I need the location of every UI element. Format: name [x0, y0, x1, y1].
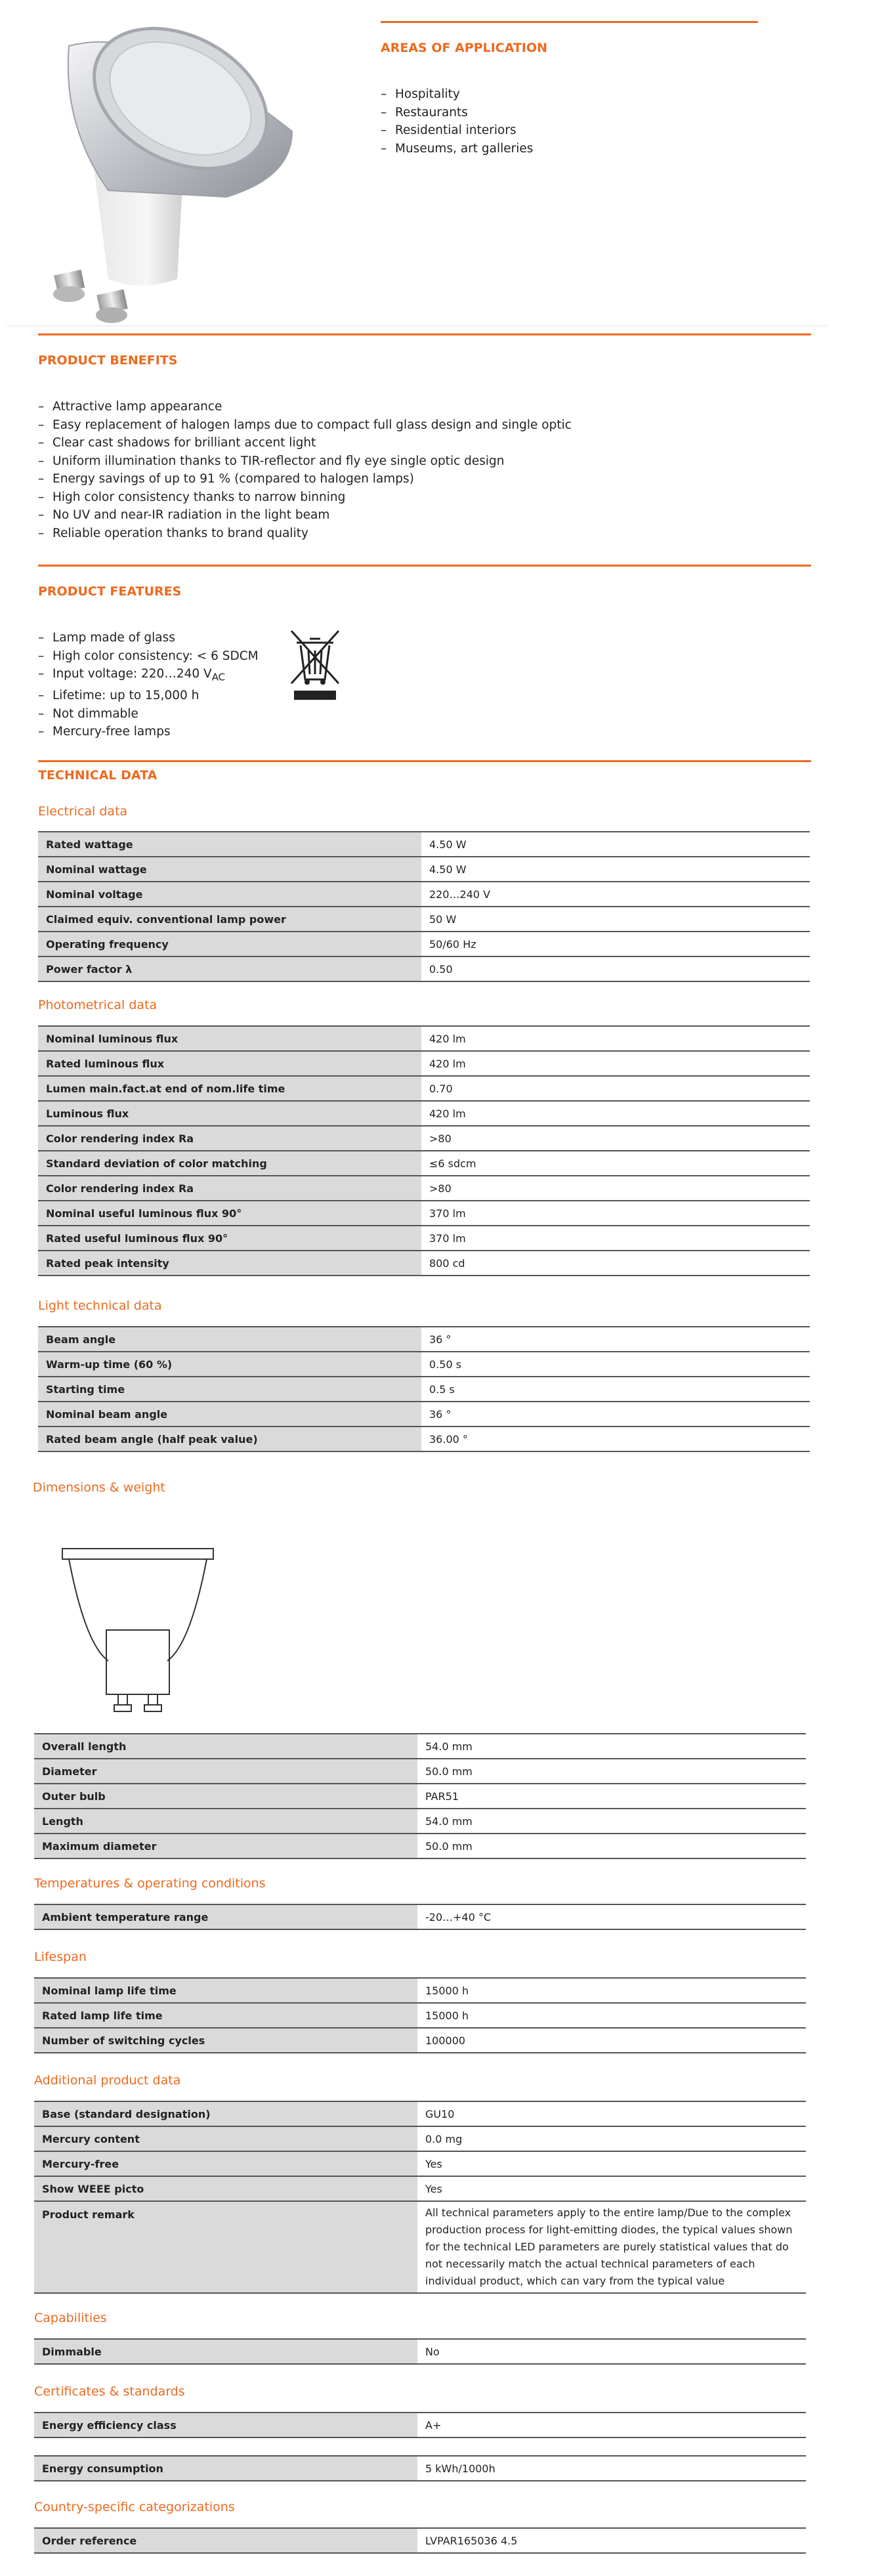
table-row: Luminous flux 420 lm	[38, 1101, 810, 1126]
list-item: – Hospitality	[381, 85, 533, 104]
section-title-temperatures: Temperatures & operating conditions	[34, 1876, 266, 1891]
table-row: Rated beam angle (half peak value) 36.00 °	[38, 1427, 810, 1451]
section-title-photometrical: Photometrical data	[38, 998, 158, 1012]
table-row: Rated useful luminous flux 90° 370 lm	[38, 1226, 810, 1251]
list-item: – High color consistency thanks to narrow binning	[38, 488, 572, 507]
list-item: – Not dimmable	[38, 705, 259, 723]
section-title-certificates: Certificates & standards	[34, 2384, 185, 2399]
table-row: Number of switching cycles 100000	[34, 2028, 806, 2053]
energy-consumption-table	[34, 2455, 806, 2481]
additional-table	[34, 2101, 806, 2294]
section-title-lifespan: Lifespan	[34, 1950, 87, 1964]
section-title-electrical: Electrical data	[38, 804, 128, 819]
table-row: Show WEEE picto Yes	[34, 2176, 806, 2201]
section-title-dimensions: Dimensions & weight	[33, 1480, 165, 1495]
table-row: Nominal wattage 4.50 W	[38, 857, 810, 882]
lamp-dimension-drawing	[59, 1546, 217, 1713]
table-row: Diameter 50.0 mm	[34, 1759, 806, 1784]
country-table	[34, 2527, 806, 2554]
table-row: Rated peak intensity 800 cd	[38, 1251, 810, 1276]
lifespan-table	[34, 1977, 806, 2053]
list-item: – Residential interiors	[381, 121, 533, 140]
list-item: – Clear cast shadows for brilliant accent light	[38, 434, 572, 452]
electrical-table	[38, 831, 810, 982]
list-item: – Restaurants	[381, 104, 533, 122]
table-row: Overall length 54.0 mm	[34, 1734, 806, 1759]
features-list	[38, 629, 259, 741]
table-row: Operating frequency 50/60 Hz	[38, 932, 810, 956]
table-row: Rated lamp life time 15000 h	[34, 2003, 806, 2028]
product-photo	[30, 20, 312, 328]
table-row: Product remark All technical parameters apply to the entire lamp/Due to the complex production process for light-emitting diodes, the typical values shown for the technical LED parameters are purely statistical values that do not necessarily match the actual technical parameters of each individual product, which can vary from the typical value	[34, 2201, 806, 2293]
list-item: – High color consistency: < 6 SDCM	[38, 647, 259, 666]
table-row: Warm-up time (60 %) 0.50 s	[38, 1352, 810, 1377]
section-title-capabilities: Capabilities	[34, 2311, 107, 2325]
table-row: Outer bulb PAR51	[34, 1784, 806, 1809]
technical-title: TECHNICAL DATA	[38, 768, 158, 783]
table-row: Color rendering index Ra >80	[38, 1126, 810, 1151]
table-row: Lumen main.fact.at end of nom.life time 0.70	[38, 1076, 810, 1101]
dimensions-table	[34, 1733, 806, 1859]
table-row: Starting time 0.5 s	[38, 1377, 810, 1402]
list-item: – No UV and near-IR radiation in the light beam	[38, 506, 572, 525]
table-row: Standard deviation of color matching ≤6 sdcm	[38, 1151, 810, 1176]
list-item: – Energy savings of up to 91 % (compared to halogen lamps)	[38, 470, 572, 488]
table-row: Nominal luminous flux 420 lm	[38, 1026, 810, 1051]
section-title-additional: Additional product data	[34, 2073, 181, 2088]
list-item: – Attractive lamp appearance	[38, 398, 572, 416]
list-item: – Mercury-free lamps	[38, 723, 259, 741]
table-row: Order reference LVPAR165036 4.5	[34, 2528, 806, 2553]
table-row: Nominal useful luminous flux 90° 370 lm	[38, 1201, 810, 1226]
table-row: Mercury-free Yes	[34, 2151, 806, 2176]
list-item: – Uniform illumination thanks to TIR-reflector and fly eye single optic design	[38, 452, 572, 471]
table-row: Mercury content 0.0 mg	[34, 2126, 806, 2151]
crossed-out-bin-icon	[287, 627, 343, 702]
technical-rule	[38, 760, 811, 762]
table-row: Energy consumption 5 kWh/1000h	[34, 2456, 806, 2481]
list-item: – Museums, art galleries	[381, 140, 533, 158]
list-item: – Input voltage: 220…240 $V_{AC}$	[38, 665, 259, 687]
list-item: – Lifetime: up to 15,000 h	[38, 687, 259, 705]
table-row: Rated luminous flux 420 lm	[38, 1051, 810, 1076]
table-row: Beam angle 36 °	[38, 1327, 810, 1352]
list-item: – Reliable operation thanks to brand quality	[38, 525, 572, 543]
table-row: Base (standard designation) GU10	[34, 2101, 806, 2126]
table-row: Color rendering index Ra >80	[38, 1176, 810, 1201]
benefits-rule	[38, 333, 811, 335]
section-title-light-technical: Light technical data	[38, 1299, 162, 1313]
certificates-table	[34, 2412, 806, 2438]
table-row: Maximum diameter 50.0 mm	[34, 1834, 806, 1858]
table-row: Nominal lamp life time 15000 h	[34, 1978, 806, 2003]
table-row: Claimed equiv. conventional lamp power 50 W	[38, 907, 810, 932]
benefits-title: PRODUCT BENEFITS	[38, 353, 178, 368]
capabilities-table	[34, 2338, 806, 2365]
areas-title: AREAS OF APPLICATION	[381, 41, 548, 55]
section-title-country: Country-specific categorizations	[34, 2500, 235, 2514]
areas-list	[381, 85, 533, 158]
table-row: Rated wattage 4.50 W	[38, 832, 810, 857]
photometrical-table	[38, 1025, 810, 1276]
table-row: Ambient temperature range -20…+40 °C	[34, 1904, 806, 1929]
list-item: – Lamp made of glass	[38, 629, 259, 647]
table-row: Energy efficiency class A+	[34, 2413, 806, 2437]
table-row: Nominal voltage 220…240 V	[38, 882, 810, 907]
benefits-list	[38, 398, 572, 542]
features-rule	[38, 565, 811, 567]
table-row: Dimmable No	[34, 2339, 806, 2364]
light-technical-table	[38, 1326, 810, 1452]
features-title: PRODUCT FEATURES	[38, 584, 182, 599]
list-item: – Easy replacement of halogen lamps due to compact full glass design and single optic	[38, 416, 572, 435]
table-row: Nominal beam angle 36 °	[38, 1402, 810, 1427]
temperatures-table	[34, 1904, 806, 1930]
table-row: Power factor λ 0.50	[38, 956, 810, 981]
table-row: Length 54.0 mm	[34, 1809, 806, 1834]
areas-rule	[381, 21, 758, 23]
voltage-subscript: AC	[211, 671, 226, 683]
